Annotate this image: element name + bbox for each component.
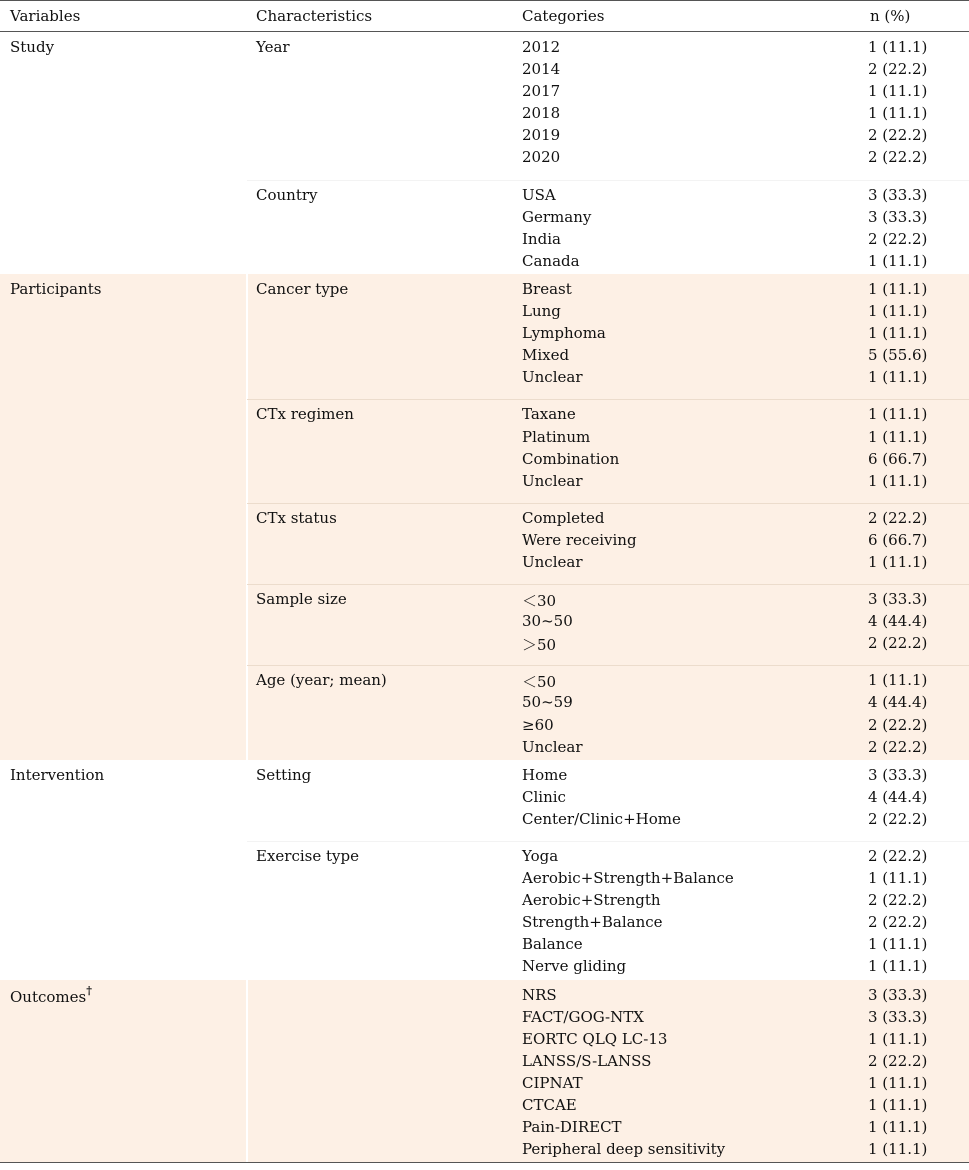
category-cell: 2018 bbox=[522, 104, 561, 123]
table-row bbox=[0, 845, 969, 867]
table-row bbox=[0, 1138, 969, 1160]
table-row bbox=[0, 426, 969, 448]
category-cell: Balance bbox=[522, 935, 583, 954]
characteristic-group bbox=[0, 399, 969, 502]
characteristic-group bbox=[0, 503, 969, 584]
category-cell: Lung bbox=[522, 302, 561, 321]
table-row bbox=[0, 867, 969, 889]
table-section bbox=[0, 32, 969, 274]
table-row bbox=[0, 889, 969, 911]
table-row bbox=[0, 933, 969, 955]
value-cell: 4 (44.4) bbox=[868, 787, 928, 806]
category-cell: USA bbox=[522, 185, 556, 204]
category-cell: LANSS/S-LANSS bbox=[522, 1051, 652, 1070]
category-cell: NRS bbox=[522, 985, 557, 1004]
category-cell: Mixed bbox=[522, 346, 570, 365]
value-cell: 1 (11.1) bbox=[868, 1073, 928, 1092]
table-row bbox=[0, 669, 969, 691]
table-row bbox=[0, 36, 969, 58]
value-cell: 3 (33.3) bbox=[868, 985, 928, 1004]
category-cell: Were receiving bbox=[522, 530, 637, 549]
value-cell: 2 (22.2) bbox=[868, 715, 928, 734]
header-categories: Categories bbox=[522, 7, 605, 25]
footnote-mark: † bbox=[86, 983, 92, 997]
variable-text: Participants bbox=[10, 279, 102, 298]
value-cell: 1 (11.1) bbox=[868, 368, 928, 387]
table-row bbox=[0, 736, 969, 758]
value-cell: 2 (22.2) bbox=[868, 809, 928, 828]
table-row bbox=[0, 984, 969, 1006]
value-cell: 3 (33.3) bbox=[868, 765, 928, 784]
characteristic-label: Setting bbox=[256, 765, 312, 784]
characteristic-group bbox=[0, 274, 969, 399]
table-section bbox=[0, 274, 969, 760]
value-cell: 1 (11.1) bbox=[868, 869, 928, 888]
characteristic-label: Year bbox=[256, 38, 290, 56]
value-cell: 1 (11.1) bbox=[868, 957, 928, 976]
characteristic-group bbox=[0, 32, 969, 180]
value-cell: 1 (11.1) bbox=[868, 1118, 928, 1137]
value-cell: 1 (11.1) bbox=[868, 471, 928, 490]
table-row bbox=[0, 102, 969, 124]
table-row bbox=[0, 911, 969, 933]
value-cell: 6 (66.7) bbox=[868, 530, 928, 549]
category-cell: Peripheral deep sensitivity bbox=[522, 1140, 726, 1159]
value-cell: 1 (11.1) bbox=[868, 671, 928, 690]
value-cell: 2 (22.2) bbox=[868, 891, 928, 910]
category-cell: CTCAE bbox=[522, 1096, 577, 1115]
table-row bbox=[0, 344, 969, 366]
category-cell: Strength+Balance bbox=[522, 913, 663, 932]
table-row bbox=[0, 1050, 969, 1072]
table-section bbox=[0, 760, 969, 980]
category-cell: Home bbox=[522, 765, 568, 784]
table-row bbox=[0, 448, 969, 470]
table-row bbox=[0, 124, 969, 146]
table-row bbox=[0, 632, 969, 654]
category-cell: 30~50 bbox=[522, 612, 573, 631]
category-cell: Taxane bbox=[522, 405, 576, 424]
category-cell: Unclear bbox=[522, 368, 583, 387]
value-cell: 2 (22.2) bbox=[868, 634, 928, 653]
characteristic-group bbox=[0, 180, 969, 274]
characteristic-label: Sample size bbox=[256, 590, 347, 609]
table-row bbox=[0, 1072, 969, 1094]
category-cell: Unclear bbox=[522, 471, 583, 490]
category-cell: ＜50 bbox=[522, 673, 557, 692]
category-cell: 2020 bbox=[522, 148, 561, 167]
table-row bbox=[0, 322, 969, 344]
variable-text: Intervention bbox=[10, 765, 105, 784]
table-row bbox=[0, 1028, 969, 1050]
table-row bbox=[0, 366, 969, 388]
value-cell: 1 (11.1) bbox=[868, 324, 928, 343]
group-divider bbox=[247, 841, 969, 842]
table-row bbox=[0, 588, 969, 610]
table-row bbox=[0, 610, 969, 632]
characteristic-label: Age (year; mean) bbox=[256, 671, 387, 690]
value-cell: 2 (22.2) bbox=[868, 148, 928, 167]
category-cell: Aerobic+Strength+Balance bbox=[522, 869, 734, 888]
table-row bbox=[0, 1094, 969, 1116]
value-cell: 1 (11.1) bbox=[868, 427, 928, 446]
value-cell: 3 (33.3) bbox=[868, 185, 928, 204]
category-cell: Combination bbox=[522, 449, 620, 468]
characteristic-label: Cancer type bbox=[256, 279, 349, 298]
value-cell: 1 (11.1) bbox=[868, 1140, 928, 1159]
value-cell: 2 (22.2) bbox=[868, 508, 928, 527]
category-cell: Completed bbox=[522, 508, 605, 527]
value-cell: 1 (11.1) bbox=[868, 935, 928, 954]
value-cell: 1 (11.1) bbox=[868, 82, 928, 101]
table-header bbox=[0, 0, 969, 32]
table-row bbox=[0, 278, 969, 300]
value-cell: 1 (11.1) bbox=[868, 279, 928, 298]
table-row bbox=[0, 808, 969, 830]
category-cell: Lymphoma bbox=[522, 324, 606, 343]
value-cell: 4 (44.4) bbox=[868, 693, 928, 712]
value-cell: 2 (22.2) bbox=[868, 913, 928, 932]
value-cell: 5 (55.6) bbox=[868, 346, 928, 365]
table-row bbox=[0, 300, 969, 322]
table-row bbox=[0, 184, 969, 206]
category-cell: Clinic bbox=[522, 787, 566, 806]
table-section bbox=[0, 980, 969, 1164]
category-cell: Platinum bbox=[522, 427, 591, 446]
table-row bbox=[0, 507, 969, 529]
characteristic-label: Country bbox=[256, 185, 318, 204]
characteristic-group bbox=[0, 760, 969, 841]
characteristic-group bbox=[0, 584, 969, 665]
value-cell: 3 (33.3) bbox=[868, 1007, 928, 1026]
value-cell: 1 (11.1) bbox=[868, 302, 928, 321]
table-row bbox=[0, 206, 969, 228]
table-row bbox=[0, 764, 969, 786]
category-cell: Breast bbox=[522, 279, 572, 298]
category-cell: 2012 bbox=[522, 38, 561, 56]
table-row bbox=[0, 691, 969, 713]
category-cell: Germany bbox=[522, 207, 592, 226]
group-divider bbox=[247, 399, 969, 400]
category-cell: 2014 bbox=[522, 60, 561, 79]
category-cell: Nerve gliding bbox=[522, 957, 627, 976]
characteristic-group bbox=[0, 665, 969, 759]
characteristic-group bbox=[0, 980, 969, 1163]
table-row bbox=[0, 551, 969, 573]
table-row bbox=[0, 250, 969, 272]
group-divider bbox=[247, 584, 969, 585]
table-row bbox=[0, 146, 969, 168]
value-cell: 1 (11.1) bbox=[868, 104, 928, 123]
value-cell: 2 (22.2) bbox=[868, 737, 928, 756]
group-divider bbox=[247, 503, 969, 504]
category-cell: ＜30 bbox=[522, 592, 557, 611]
category-cell: 50~59 bbox=[522, 693, 573, 712]
group-divider bbox=[247, 180, 969, 181]
table-row bbox=[0, 58, 969, 80]
value-cell: 1 (11.1) bbox=[868, 38, 928, 56]
characteristic-group bbox=[0, 841, 969, 980]
category-cell: Unclear bbox=[522, 552, 583, 571]
value-cell: 6 (66.7) bbox=[868, 449, 928, 468]
table-row bbox=[0, 80, 969, 102]
value-cell: 3 (33.3) bbox=[868, 590, 928, 609]
header-variables: Variables bbox=[10, 7, 81, 25]
category-cell: Pain-DIRECT bbox=[522, 1118, 622, 1137]
group-divider bbox=[247, 665, 969, 666]
category-cell: ＞50 bbox=[522, 636, 557, 655]
value-cell: 4 (44.4) bbox=[868, 612, 928, 631]
value-cell: 1 (11.1) bbox=[868, 251, 928, 270]
header-n-percent: n (%) bbox=[870, 7, 911, 25]
table-row bbox=[0, 1116, 969, 1138]
category-cell: Aerobic+Strength bbox=[522, 891, 661, 910]
category-cell: Yoga bbox=[522, 847, 559, 865]
category-cell: Center/Clinic+Home bbox=[522, 809, 681, 828]
table-row bbox=[0, 529, 969, 551]
header-characteristics: Characteristics bbox=[256, 7, 373, 25]
category-cell: Unclear bbox=[522, 737, 583, 756]
variable-text: Outcomes bbox=[10, 987, 87, 1006]
category-cell: India bbox=[522, 229, 561, 248]
category-cell: EORTC QLQ LC-13 bbox=[522, 1029, 668, 1048]
value-cell: 3 (33.3) bbox=[868, 207, 928, 226]
characteristic-label: CTx regimen bbox=[256, 405, 354, 424]
table-row bbox=[0, 470, 969, 492]
category-cell: CIPNAT bbox=[522, 1073, 583, 1092]
category-cell: 2019 bbox=[522, 126, 561, 145]
table-row bbox=[0, 228, 969, 250]
category-cell: ≥60 bbox=[522, 715, 554, 734]
variable-text: Study bbox=[10, 38, 55, 56]
category-cell: Canada bbox=[522, 251, 580, 270]
value-cell: 2 (22.2) bbox=[868, 847, 928, 865]
value-cell: 1 (11.1) bbox=[868, 1029, 928, 1048]
value-cell: 2 (22.2) bbox=[868, 229, 928, 248]
characteristic-label: CTx status bbox=[256, 508, 337, 527]
table-row bbox=[0, 1006, 969, 1028]
category-cell: 2017 bbox=[522, 82, 561, 101]
category-cell: FACT/GOG-NTX bbox=[522, 1007, 644, 1026]
table-row bbox=[0, 714, 969, 736]
characteristic-label: Exercise type bbox=[256, 847, 359, 865]
value-cell: 1 (11.1) bbox=[868, 405, 928, 424]
table-body bbox=[0, 32, 969, 1163]
table-row bbox=[0, 786, 969, 808]
value-cell: 2 (22.2) bbox=[868, 1051, 928, 1070]
table-row bbox=[0, 403, 969, 425]
value-cell: 2 (22.2) bbox=[868, 126, 928, 145]
table-row bbox=[0, 955, 969, 977]
value-cell: 1 (11.1) bbox=[868, 1096, 928, 1115]
value-cell: 2 (22.2) bbox=[868, 60, 928, 79]
value-cell: 1 (11.1) bbox=[868, 552, 928, 571]
